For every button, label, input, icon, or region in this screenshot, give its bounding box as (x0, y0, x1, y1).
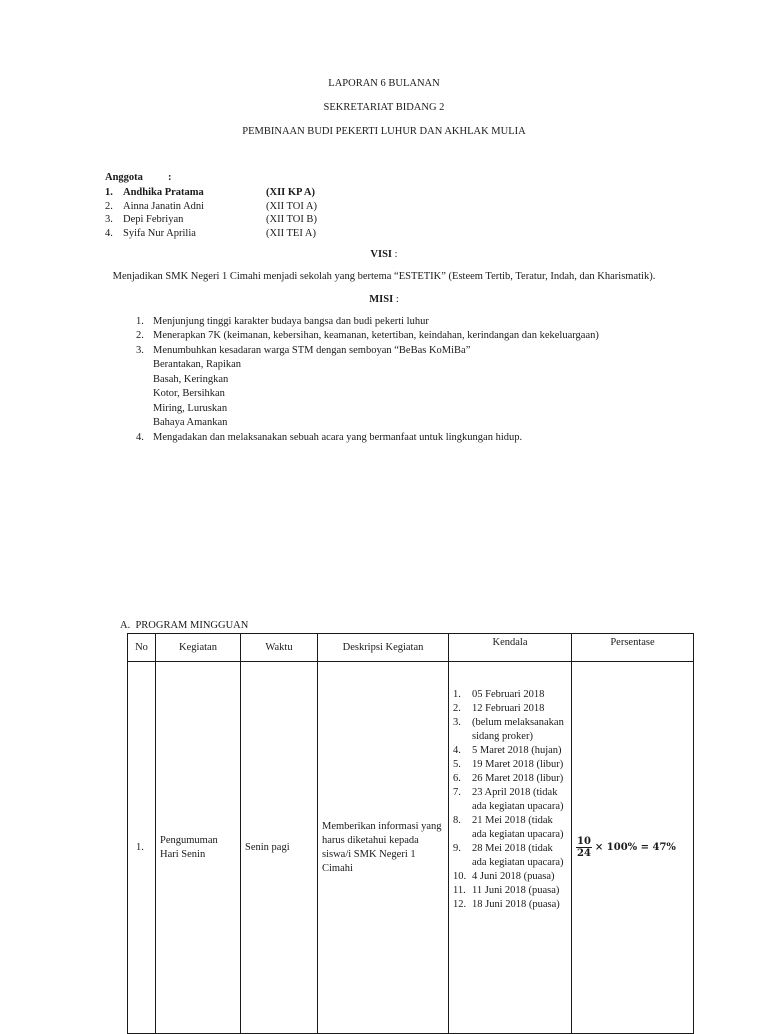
percentage-formula: $\frac{10}{24}$ × 100% = 47% (577, 836, 676, 859)
cell-deskripsi: Memberikan informasi yang harus diketahui kepada siswa/i SMK Negeri 1 Cimahi (318, 662, 449, 1034)
misi-sub-item: Basah, Keringkan (153, 374, 229, 385)
list-item: 12. 18 Juni 2018 (puasa) (453, 899, 560, 910)
member-class: (XII TOI B) (266, 214, 317, 225)
kendala-list (453, 688, 567, 912)
visi-text: Menjadikan SMK Negeri 1 Cimahi menjadi sekolah yang bertema “ESTETIK” (Esteem Tertib, Teratur, Indah, dan Kharismatik). (112, 271, 656, 282)
member-class: (XII KP A) (266, 187, 316, 198)
list-item: 11. 11 Juni 2018 (puasa) (453, 885, 560, 896)
visi-heading: VISI : (370, 249, 398, 260)
list-item: 7. 23 April 2018 (tidak ada kegiatan upacara) (453, 787, 564, 812)
header-deskripsi: Deskripsi Kegiatan (318, 634, 449, 662)
misi-sub-item: Berantakan, Rapikan (153, 359, 242, 370)
table-row (128, 662, 694, 1034)
member-name: Depi Febriyan (123, 214, 184, 225)
header-persentase: Persentase (572, 634, 694, 662)
cell-kendala (449, 662, 572, 1034)
header-waktu: Waktu (241, 634, 318, 662)
list-item: 3. (belum melaksanakan sidang proker) (453, 717, 564, 742)
list-item: 1. 05 Februari 2018 (453, 689, 545, 700)
misi-heading: MISI : (369, 294, 399, 305)
misi-sub-item: Bahaya Amankan (153, 417, 228, 428)
table-header-row (128, 634, 694, 662)
report-topic: PEMBINAAN BUDI PEKERTI LUHUR DAN AKHLAK MULIA (242, 126, 526, 137)
member-class: (XII TEI A) (266, 228, 316, 239)
cell-persentase (572, 662, 694, 1034)
misi-sub-item: Miring, Luruskan (153, 403, 228, 414)
cell-no: 1. (128, 662, 156, 1034)
fraction: $\frac{10}{24}$ (577, 836, 591, 859)
list-item: 6. 26 Maret 2018 (libur) (453, 773, 564, 784)
member-name: Ainna Janatin Adni (123, 201, 205, 212)
list-item: 10. 4 Juni 2018 (puasa) (453, 871, 555, 882)
misi-sub-item: Kotor, Bersihkan (153, 388, 225, 399)
header-kegiatan: Kegiatan (156, 634, 241, 662)
list-item: 8. 21 Mei 2018 (tidak ada kegiatan upacara) (453, 815, 564, 840)
member-name: Syifa Nur Aprilia (123, 228, 196, 239)
member-class: (XII TOI A) (266, 201, 317, 212)
list-item: 5. 19 Maret 2018 (libur) (453, 759, 564, 770)
section-title: A. PROGRAM MINGGUAN (120, 620, 249, 631)
anggota-label: Anggota : (105, 172, 172, 183)
report-title: LAPORAN 6 BULANAN (328, 78, 440, 89)
member-name: Andhika Pratama (123, 187, 204, 198)
list-item: 9. 28 Mei 2018 (tidak ada kegiatan upacara) (453, 843, 564, 868)
header-no: No (128, 634, 156, 662)
list-item: 2. 12 Februari 2018 (453, 703, 545, 714)
header-kendala: Kendala (449, 634, 572, 662)
cell-kegiatan: Pengumuman Hari Senin (156, 662, 241, 1034)
program-table (127, 633, 694, 1034)
list-item: 4. 5 Maret 2018 (hujan) (453, 745, 562, 756)
cell-waktu: Senin pagi (241, 662, 318, 1034)
report-subtitle: SEKRETARIAT BIDANG 2 (323, 102, 445, 113)
